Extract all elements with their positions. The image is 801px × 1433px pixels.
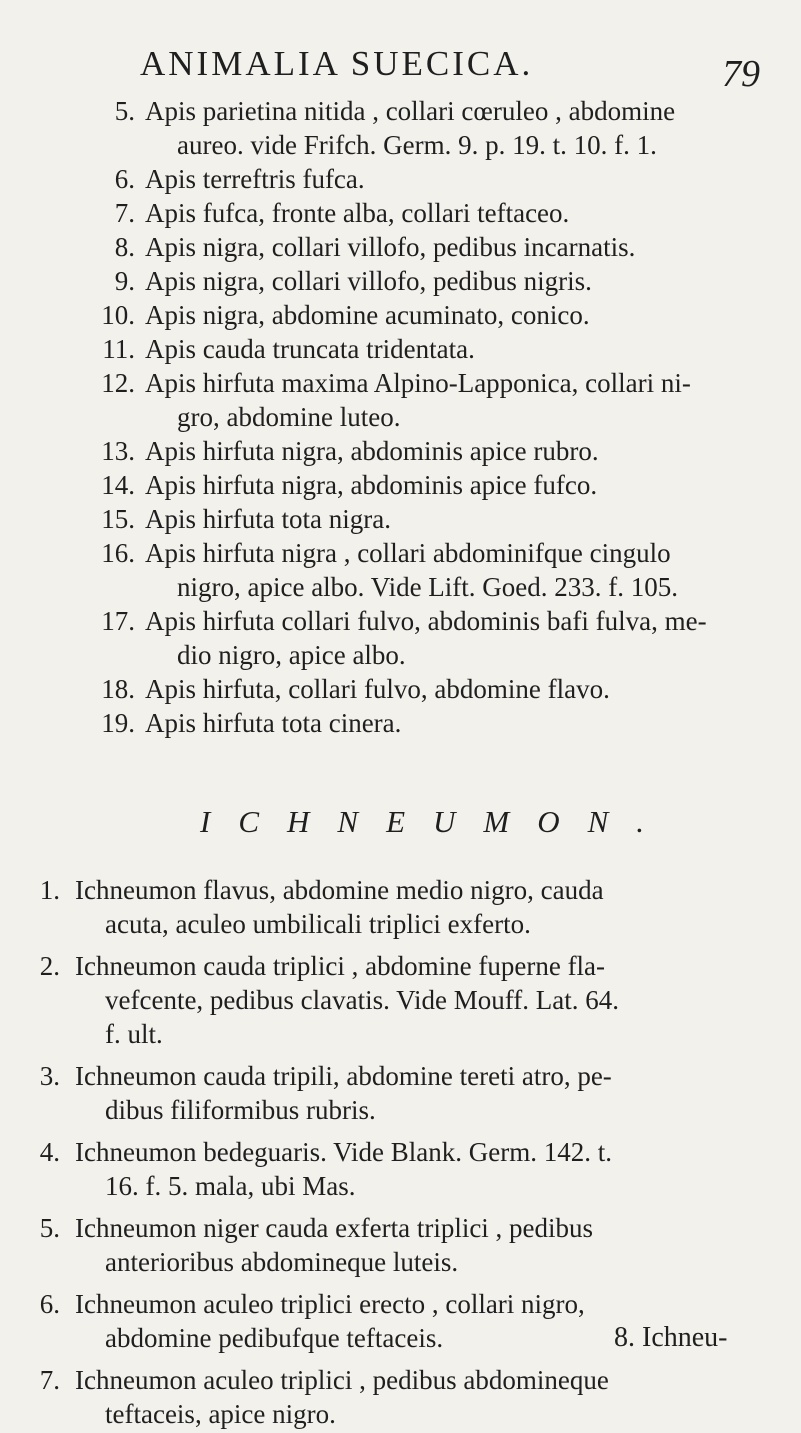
entry-number: 3. (39, 1061, 60, 1091)
entry-text-line: acuta, aculeo umbilicali triplici exferto. (105, 909, 531, 939)
entry-number: 7. (114, 198, 135, 228)
page-header (0, 44, 801, 94)
entry-number: 11. (102, 334, 135, 364)
entry-text-line: teftaceis, apice nigro. (105, 1399, 336, 1429)
ichneumon-entry (0, 948, 801, 1050)
apis-entry (0, 433, 801, 467)
entry-text-line: Ichneumon cauda tripili, abdomine tereti atro, pe- (75, 1061, 612, 1091)
entry-number: 1. (39, 875, 60, 905)
entry-text-line: Apis hirfuta, collari fulvo, abdomine flavo. (145, 674, 610, 704)
apis-entry (0, 535, 801, 603)
entry-text-line: gro, abdomine luteo. (177, 402, 401, 432)
entry-number: 4. (39, 1137, 60, 1167)
entry-number: 6. (39, 1289, 60, 1319)
apis-entry (0, 229, 801, 263)
entry-text-line: Apis nigra, collari villofo, pedibus nigris. (145, 266, 592, 296)
page-number: 79 (722, 53, 760, 95)
apis-entry (0, 365, 801, 433)
entry-text-line: dibus filiformibus rubris. (105, 1095, 376, 1125)
entry-text-line: Apis hirfuta nigra, abdominis apice fufco. (145, 470, 598, 500)
entry-text-line: Apis nigra, abdomine acuminato, conico. (145, 300, 590, 330)
running-title: ANIMALIA SUECICA. (140, 44, 534, 83)
entry-text-line: aureo. vide Frifch. Germ. 9. p. 19. t. 10. f. 1. (177, 130, 657, 160)
entry-text-line: Ichneumon bedeguaris. Vide Blank. Germ. 142. t. (75, 1137, 613, 1167)
entry-text-line: Apis hirfuta tota nigra. (145, 504, 391, 534)
catchword: 8. Ichneu- (614, 1322, 728, 1353)
apis-entry (0, 467, 801, 501)
ichneumon-entry (0, 1134, 801, 1202)
entry-number: 13. (101, 436, 135, 466)
entry-number: 17. (101, 606, 135, 636)
entry-text-line: Ichneumon niger cauda exferta triplici , pedibus (75, 1213, 594, 1243)
entry-text-line: Apis nigra, collari villofo, pedibus incarnatis. (145, 232, 636, 262)
section-heading: ICHNEUMON. (200, 804, 673, 839)
apis-entry (0, 603, 801, 671)
entry-text-line: Apis hirfuta tota cinera. (145, 708, 402, 738)
entry-text-line: Apis hirfuta nigra , collari abdominifque cingulo (145, 538, 671, 568)
entry-number: 15. (101, 504, 135, 534)
apis-entry (0, 195, 801, 229)
entry-number: 5. (114, 96, 135, 126)
entry-text-line: Ichneumon cauda triplici , abdomine fuperne fla- (75, 951, 606, 981)
entry-number: 12. (101, 368, 135, 398)
entry-number: 18. (101, 674, 135, 704)
apis-entry (0, 705, 801, 739)
ichneumon-entry (0, 1210, 801, 1278)
entry-number: 2. (39, 951, 60, 981)
entry-text-line: f. ult. (105, 1019, 163, 1049)
entry-text-line: Apis fufca, fronte alba, collari teftaceo. (145, 198, 570, 228)
entry-number: 7. (39, 1365, 60, 1395)
entry-text-line: dio nigro, apice albo. (177, 640, 406, 670)
entry-text-line: abdomine pedibufque teftaceis. (105, 1323, 444, 1353)
apis-entry (0, 501, 801, 535)
entry-text-line: Apis cauda truncata tridentata. (145, 334, 475, 364)
entry-text-line: 16. f. 5. mala, ubi Mas. (105, 1171, 356, 1201)
apis-entry (0, 331, 801, 365)
entry-text-line: Apis hirfuta nigra, abdominis apice rubro. (145, 436, 599, 466)
entry-text-line: Ichneumon aculeo triplici , pedibus abdomineque (75, 1365, 609, 1395)
entry-number: 5. (39, 1213, 60, 1243)
entry-number: 6. (114, 164, 135, 194)
ichneumon-entry (0, 1058, 801, 1126)
apis-entry (0, 161, 801, 195)
entry-text-line: Ichneumon aculeo triplici erecto , collari nigro, (75, 1289, 585, 1319)
entry-text-line: Apis terreftris fufca. (145, 164, 365, 194)
ichneumon-entry (0, 872, 801, 940)
entry-number: 16. (101, 538, 135, 568)
apis-entry (0, 263, 801, 297)
entry-text-line: Apis hirfuta maxima Alpino-Lapponica, collari ni- (145, 368, 691, 398)
entry-text-line: Apis parietina nitida , collari cœruleo , abdomine (145, 96, 676, 126)
ichneumon-entry (0, 1362, 801, 1430)
entry-number: 9. (114, 266, 135, 296)
entry-number: 19. (101, 708, 135, 738)
entry-text-line: Apis hirfuta collari fulvo, abdominis bafi fulva, me- (145, 606, 707, 636)
apis-entry (0, 297, 801, 331)
apis-entry (0, 93, 801, 161)
entry-text-line: anterioribus abdomineque luteis. (105, 1247, 459, 1277)
entry-number: 10. (101, 300, 135, 330)
entry-text-line: vefcente, pedibus clavatis. Vide Mouff. Lat. 64. (105, 985, 619, 1015)
entry-number: 8. (114, 232, 135, 262)
entry-number: 14. (101, 470, 135, 500)
entry-text-line: nigro, apice albo. Vide Lift. Goed. 233. f. 105. (177, 572, 679, 602)
apis-entry (0, 671, 801, 705)
entry-text-line: Ichneumon flavus, abdomine medio nigro, cauda (75, 875, 604, 905)
